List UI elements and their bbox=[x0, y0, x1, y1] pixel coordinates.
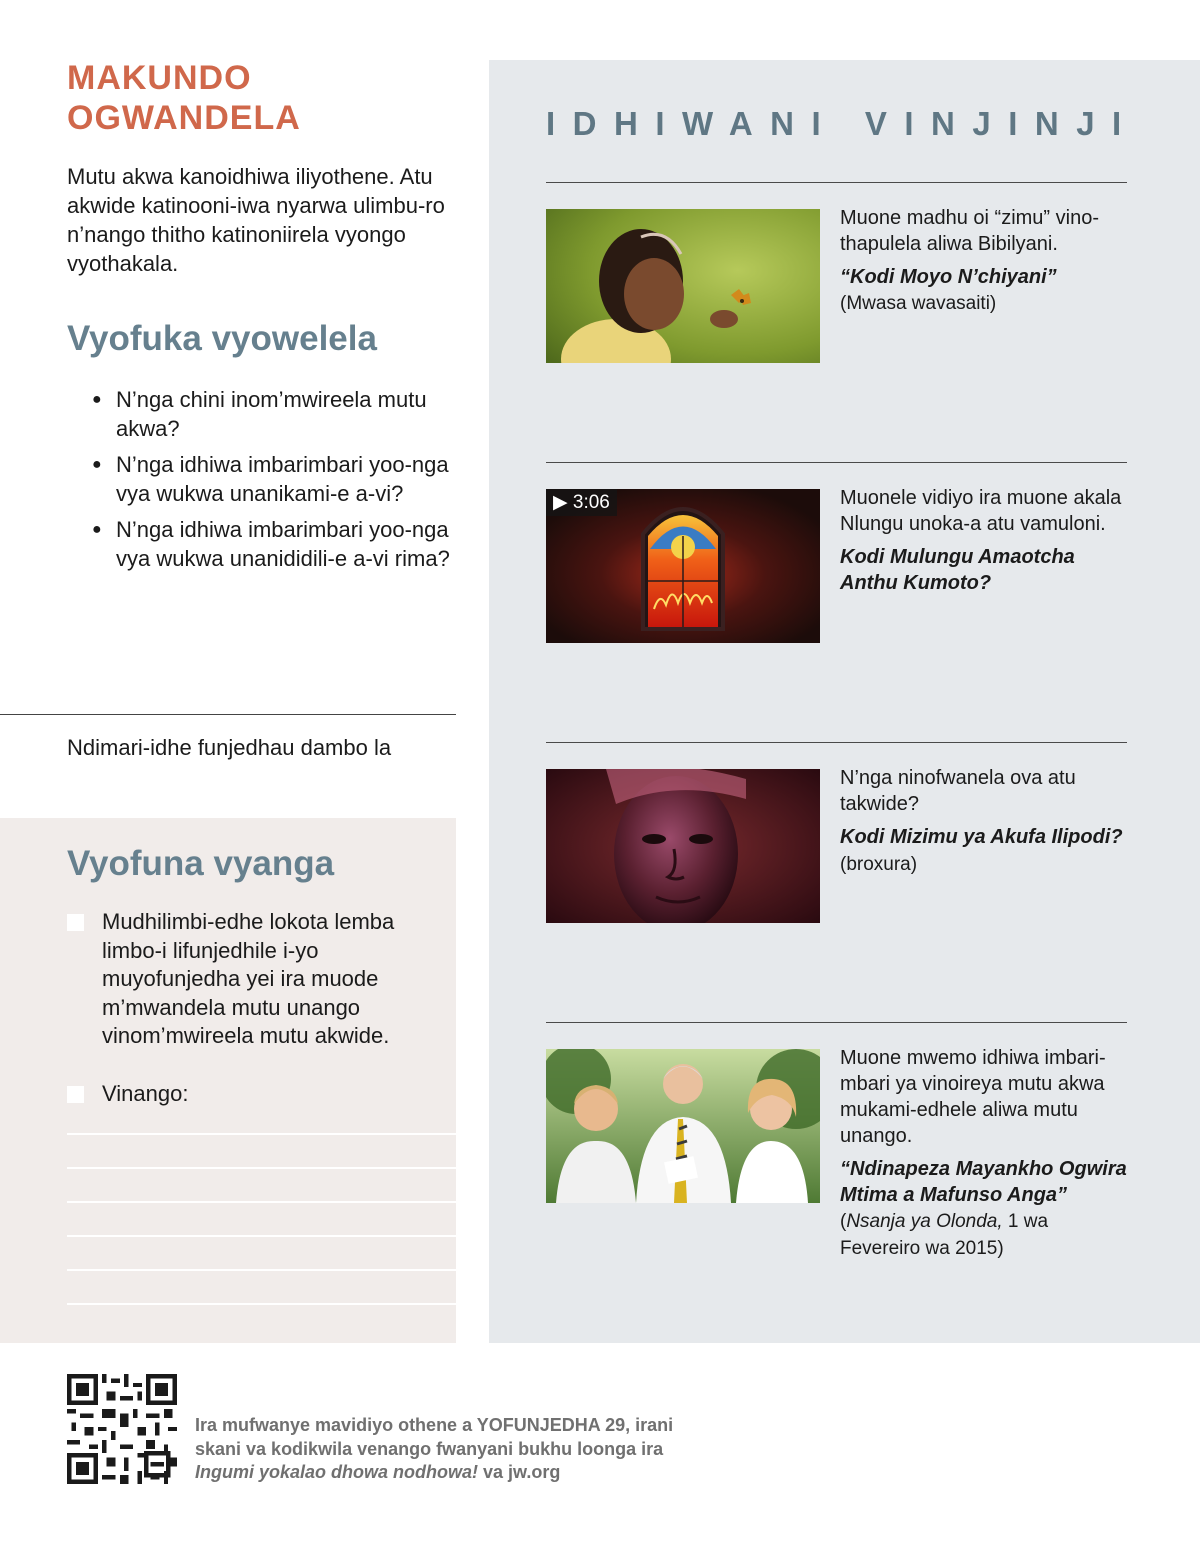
bullet-icon: ● bbox=[92, 456, 102, 473]
summary-title bbox=[67, 58, 457, 138]
section-divider bbox=[0, 714, 456, 715]
entry-source-title[interactable]: Kodi Mulungu Amaotcha Anthu Kumoto? bbox=[840, 546, 1075, 594]
review-item-text: N’nga idhiwa imbarimbari yoo-nga vya wukwa unanididili-e a-vi rima? bbox=[116, 517, 450, 571]
explore-heading: IDHIWANI VINJINJI bbox=[546, 105, 1139, 142]
entry-text bbox=[840, 1045, 1130, 1262]
entry-text bbox=[840, 765, 1130, 878]
review-list bbox=[92, 386, 457, 581]
goal-item bbox=[67, 1080, 447, 1109]
entry-description: N’nga ninofwanela ova atu takwide? bbox=[840, 767, 1076, 815]
entry-divider bbox=[546, 742, 1127, 743]
review-item bbox=[92, 386, 457, 443]
source-note-open: ( bbox=[840, 1211, 847, 1232]
entry-source-note: (Mwasa wavasaiti) bbox=[840, 293, 997, 314]
review-item-text: N’nga idhiwa imbarimbari yoo-nga vya wukwa unanikami-e a-vi? bbox=[116, 452, 449, 506]
footer-book-title[interactable]: Ingumi yokalao dhowa nodhowa! bbox=[195, 1462, 479, 1482]
write-in-line[interactable] bbox=[67, 1133, 456, 1135]
goal-item-text: Vinango: bbox=[102, 1081, 189, 1106]
write-in-line[interactable] bbox=[67, 1303, 456, 1305]
face-in-red-light-illustration bbox=[546, 769, 820, 923]
summary-title-line1: MAKUNDO bbox=[67, 59, 252, 97]
qr-code-icon[interactable] bbox=[67, 1374, 177, 1484]
entry-text bbox=[840, 205, 1130, 317]
three-people-talking-illustration bbox=[546, 1049, 820, 1203]
summary-text: Mutu akwa kanoidhiwa iliyothene. Atu akwide katinooni-iwa nyarwa ulimbu-ro n’nango thitho katinoniirela vyongo vyothakala. bbox=[67, 164, 445, 276]
goals-heading: Vyofuna vyanga bbox=[67, 844, 335, 883]
entry-source-note bbox=[840, 1211, 1048, 1259]
goal-item bbox=[67, 908, 447, 1051]
face-in-red-light-image[interactable] bbox=[546, 769, 820, 923]
entry-divider bbox=[546, 1022, 1127, 1023]
video-duration-badge: ▶ 3:06 bbox=[546, 489, 617, 516]
girl-with-butterfly-illustration bbox=[546, 209, 820, 363]
footer-text-part2: va jw.org bbox=[478, 1462, 561, 1482]
video-duration: 3:06 bbox=[572, 492, 610, 513]
entry-text bbox=[840, 485, 1130, 596]
entry-source-title[interactable]: Kodi Mizimu ya Akufa Ilipodi? bbox=[840, 826, 1123, 848]
footer-text bbox=[195, 1414, 715, 1485]
entry-source bbox=[840, 824, 1130, 878]
review-heading: Vyofuka vyowelela bbox=[67, 319, 377, 358]
write-in-line[interactable] bbox=[67, 1269, 456, 1271]
checkbox[interactable] bbox=[67, 914, 84, 931]
review-item bbox=[92, 451, 457, 508]
three-people-talking-image[interactable] bbox=[546, 1049, 820, 1203]
entry-source bbox=[840, 1156, 1130, 1262]
write-in-line[interactable] bbox=[67, 1201, 456, 1203]
entry-description: Muone mwemo idhiwa imbari-mbari ya vinoireya mutu akwa mukami-edhele aliwa mutu unango. bbox=[840, 1047, 1106, 1147]
entry-divider bbox=[546, 182, 1127, 183]
entry-source bbox=[840, 264, 1130, 317]
review-item bbox=[92, 516, 457, 573]
source-note-publication: Nsanja ya Olonda, bbox=[846, 1211, 1003, 1232]
bullet-icon: ● bbox=[92, 521, 102, 538]
checkbox[interactable] bbox=[67, 1086, 84, 1103]
goal-item-text: Mudhilimbi-edhe lokota lemba limbo-i lifunjedhile i-yo muyofunjedha yei ira muode m’mwandela mutu unango vinom’mwireela mutu akwide. bbox=[102, 909, 395, 1048]
entry-source-note: (broxura) bbox=[840, 854, 918, 875]
entry-source-title[interactable]: “Kodi Moyo N’chiyani” bbox=[840, 266, 1057, 288]
review-item-text: N’nga chini inom’mwireela mutu akwa? bbox=[116, 387, 427, 441]
entry-source bbox=[840, 544, 1130, 596]
stained-glass-video-thumbnail[interactable] bbox=[546, 489, 820, 643]
summary-title-line2: OGWANDELA bbox=[67, 99, 301, 137]
footer-text-part1: Ira mufwanye mavidiyo othene a YOFUNJEDHA 29, irani skani va kodikwila venango fwanyani bukhu loonga ira bbox=[195, 1415, 674, 1459]
bullet-icon: ● bbox=[92, 391, 102, 408]
girl-with-butterfly-image[interactable] bbox=[546, 209, 820, 363]
source-note-date: 1 wa Fevereiro wa 2015) bbox=[840, 1211, 1049, 1259]
write-in-line[interactable] bbox=[67, 1167, 456, 1169]
write-in-line[interactable] bbox=[67, 1235, 456, 1237]
next-lesson-text: Ndimari-idhe funjedhau dambo la bbox=[67, 735, 392, 760]
entry-divider bbox=[546, 462, 1127, 463]
entry-description: Muonele vidiyo ira muone akala Nlungu unoka-a atu vamuloni. bbox=[840, 487, 1122, 535]
entry-source-title[interactable]: “Ndinapeza Mayankho Ogwira Mtima a Mafunso Anga” bbox=[840, 1158, 1127, 1206]
entry-description: Muone madhu oi “zimu” vino-thapulela aliwa Bibilyani. bbox=[840, 207, 1099, 255]
